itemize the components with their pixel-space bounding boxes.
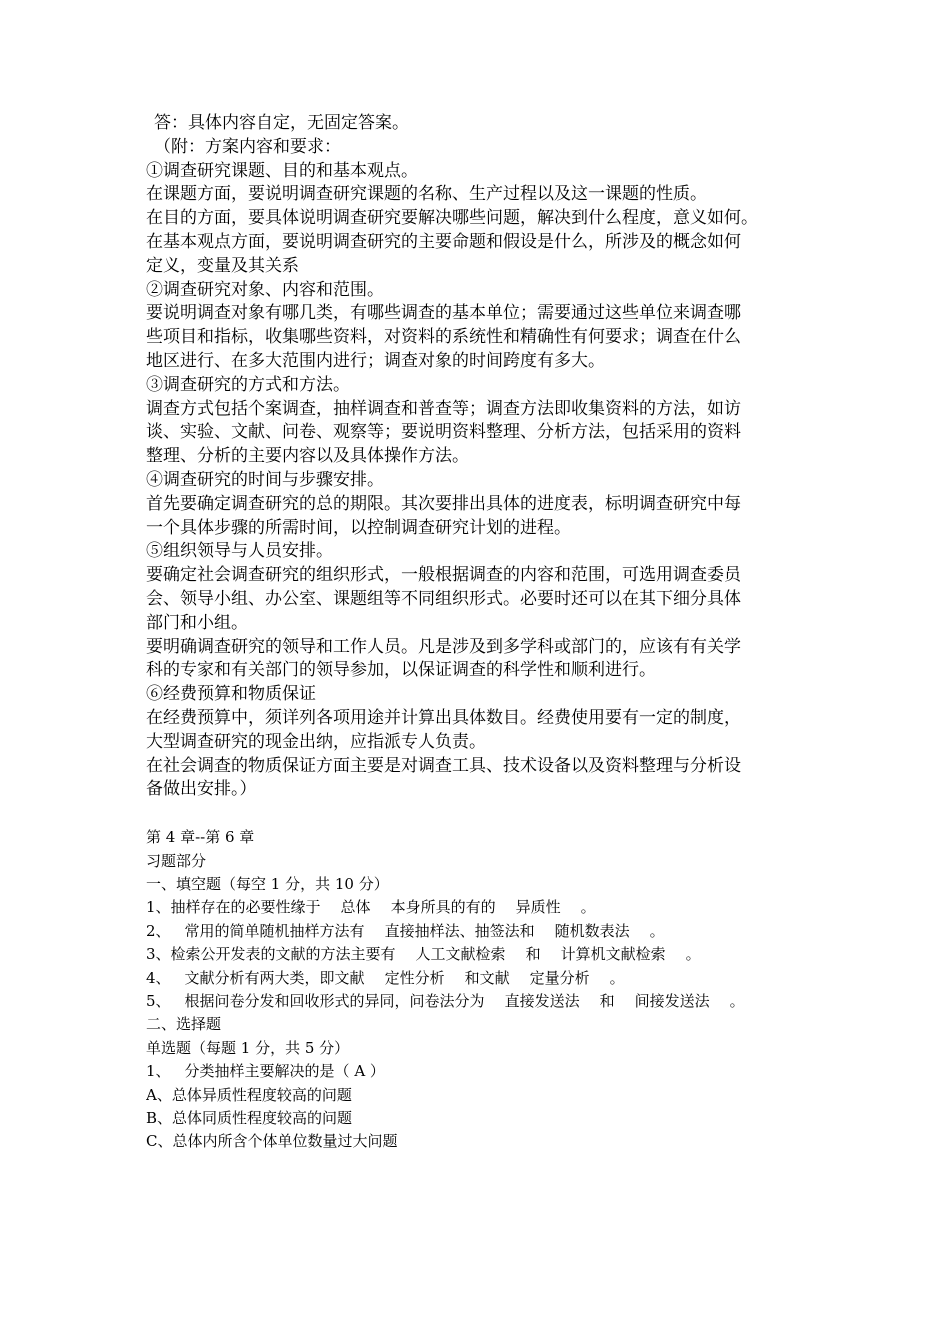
answer-blank: 定量分析 bbox=[529, 968, 590, 987]
question-text: 。 bbox=[609, 968, 625, 987]
question-text: 1、抽样存在的必要性缘于 bbox=[146, 898, 321, 917]
question-text: 和文献 bbox=[464, 968, 510, 987]
choice-option-a: A、总体异质性程度较高的问题 bbox=[146, 1085, 352, 1104]
paragraph-line: 定义，变量及其关系 bbox=[146, 255, 299, 276]
paragraph-line: 首先要确定调查研究的总的期限。其次要排出具体的进度表，标明调查研究中每 bbox=[146, 493, 741, 514]
question-text: 。 bbox=[649, 921, 665, 940]
appendix-open: （附：方案内容和要求： bbox=[154, 136, 341, 157]
choice-question-1 bbox=[146, 1060, 816, 1083]
item-heading: ②调查研究对象、内容和范围。 bbox=[146, 279, 384, 300]
answer-blank: 总体 bbox=[340, 898, 371, 917]
item-heading: ⑤组织领导与人员安排。 bbox=[146, 541, 333, 562]
question-text: 分类抽样主要解决的是（ A ） bbox=[184, 1062, 385, 1081]
choice-option-c: C、总体内所含个体单位数量过大问题 bbox=[146, 1132, 398, 1151]
paragraph-line: 整理、分析的主要内容以及具体操作方法。 bbox=[146, 446, 469, 467]
paragraph-line: 调查方式包括个案调查，抽样调查和普查等；调查方法即收集资料的方法，如访 bbox=[146, 398, 741, 419]
question-number: 2、 bbox=[146, 921, 171, 940]
paragraph-line: 在基本观点方面，要说明调查研究的主要命题和假设是什么，所涉及的概念如何 bbox=[146, 231, 741, 252]
item-heading: ⑥经费预算和物质保证 bbox=[146, 684, 316, 705]
question-text: 和 bbox=[599, 991, 615, 1010]
choice-title: 二、选择题 bbox=[146, 1015, 222, 1034]
question-text: 常用的简单随机抽样方法有 bbox=[184, 921, 365, 940]
choice-option-b: B、总体同质性程度较高的问题 bbox=[146, 1108, 353, 1127]
document-page bbox=[146, 112, 816, 1154]
paragraph-line: 一个具体步骤的所需时间，以控制调查研究计划的进程。 bbox=[146, 517, 571, 538]
fill-question-4 bbox=[146, 967, 816, 990]
answer-section bbox=[146, 112, 816, 802]
paragraph-line: 科的专家和有关部门的领导参加，以保证调查的科学性和顺利进行。 bbox=[146, 660, 656, 681]
paragraph-line: 在目的方面，要具体说明调查研究要解决哪些问题，解决到什么程度，意义如何。 bbox=[146, 208, 758, 229]
paragraph-line: 在社会调查的物质保证方面主要是对调查工具、技术设备以及资料整理与分析设 bbox=[146, 755, 741, 776]
answer-blank: 人工文献检索 bbox=[415, 945, 506, 964]
answer-blank: 异质性 bbox=[515, 898, 561, 917]
paragraph-line: 大型调查研究的现金出纳，应指派专人负责。 bbox=[146, 731, 486, 752]
paragraph-line: 要说明调查对象有哪几类，有哪些调查的基本单位；需要通过这些单位来调查哪 bbox=[146, 303, 741, 324]
paragraph-line: 备做出安排。） bbox=[146, 779, 257, 800]
fill-question-5 bbox=[146, 990, 816, 1013]
item-heading: ①调查研究课题、目的和基本观点。 bbox=[146, 160, 418, 181]
paragraph-line: 些项目和指标，收集哪些资料，对资料的系统性和精确性有何要求；调查在什么 bbox=[146, 327, 741, 348]
answer-blank: 定性分析 bbox=[384, 968, 445, 987]
answer-blank: 计算机文献检索 bbox=[560, 945, 666, 964]
item-heading: ③调查研究的方式和方法。 bbox=[146, 374, 350, 395]
question-text: 文献分析有两大类，即文献 bbox=[184, 968, 365, 987]
paragraph-line: 在经费预算中，须详列各项用途并计算出具体数目。经费使用要有一定的制度， bbox=[146, 707, 741, 728]
question-text: 3、检索公开发表的文献的方法主要有 bbox=[146, 945, 396, 964]
answer-blank: 直接发送法 bbox=[504, 991, 580, 1010]
question-number: 5、 bbox=[146, 991, 171, 1010]
question-text: 。 bbox=[580, 898, 596, 917]
fill-in-title: 一、填空题（每空 1 分，共 10 分） bbox=[146, 874, 389, 893]
question-text: 根据问卷分发和回收形式的异同，问卷法分为 bbox=[184, 991, 485, 1010]
paragraph-line: 地区进行、在多大范围内进行；调查对象的时间跨度有多大。 bbox=[146, 350, 605, 371]
question-text: 。 bbox=[729, 991, 745, 1010]
fill-question-1 bbox=[146, 896, 816, 919]
answer-blank: 间接发送法 bbox=[634, 991, 710, 1010]
question-text: 本身所具的有的 bbox=[390, 898, 496, 917]
paragraph-line: 要明确调查研究的领导和工作人员。凡是涉及到多学科或部门的，应该有有关学 bbox=[146, 636, 741, 657]
answer-line: 答：具体内容自定，无固定答案。 bbox=[154, 113, 409, 133]
paragraph-line: 在课题方面，要说明调查研究课题的名称、生产过程以及这一课题的性质。 bbox=[146, 184, 707, 205]
question-text: 和 bbox=[525, 945, 541, 964]
answer-blank: 直接抽样法、抽签法和 bbox=[384, 921, 535, 940]
section-title: 习题部分 bbox=[146, 851, 207, 870]
single-choice-title: 单选题（每题 1 分，共 5 分） bbox=[146, 1038, 350, 1057]
exercise-section bbox=[146, 826, 816, 1154]
question-number: 4、 bbox=[146, 968, 171, 987]
paragraph-line: 部门和小组。 bbox=[146, 612, 248, 633]
item-heading: ④调查研究的时间与步骤安排。 bbox=[146, 469, 384, 490]
answer-blank: 随机数表法 bbox=[554, 921, 630, 940]
paragraph-line: 谈、实验、文献、问卷、观察等；要说明资料整理、分析方法，包括采用的资料 bbox=[146, 422, 741, 443]
fill-question-3 bbox=[146, 943, 816, 966]
chapter-range: 第 4 章--第 6 章 bbox=[146, 828, 255, 847]
fill-question-2 bbox=[146, 920, 816, 943]
question-text: 。 bbox=[685, 945, 701, 964]
paragraph-line: 要确定社会调查研究的组织形式，一般根据调查的内容和范围，可选用调查委员 bbox=[146, 565, 741, 586]
paragraph-line: 会、领导小组、办公室、课题组等不同组织形式。必要时还可以在其下细分具体 bbox=[146, 588, 741, 609]
question-number: 1、 bbox=[146, 1062, 171, 1081]
